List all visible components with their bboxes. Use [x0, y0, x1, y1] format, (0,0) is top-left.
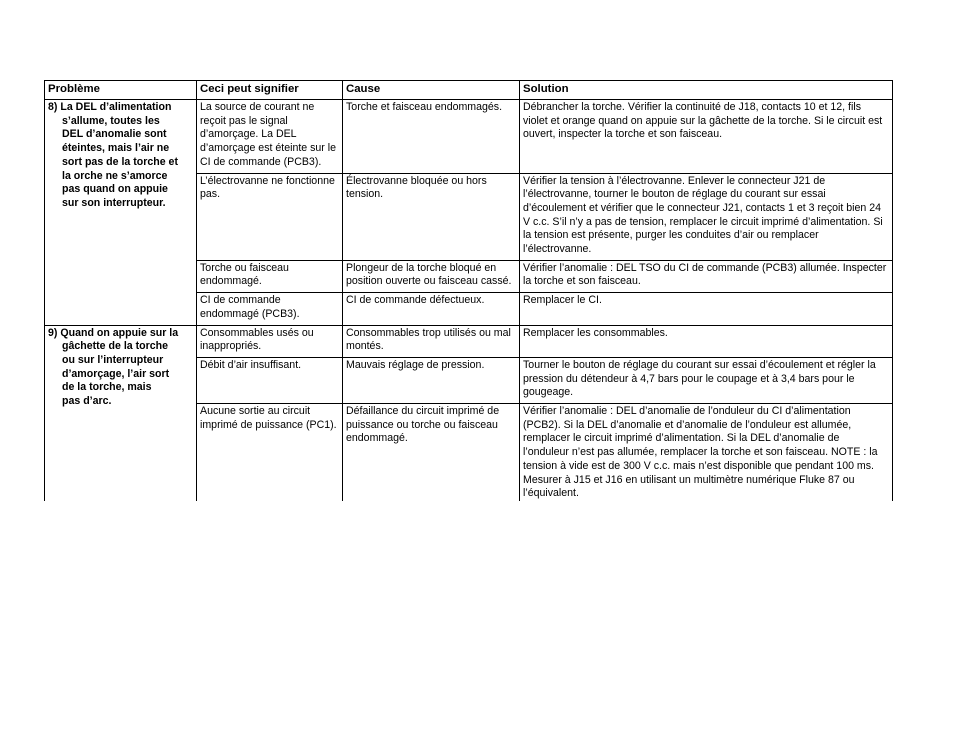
- problem-title-line: la orche ne s’amorce: [62, 169, 168, 182]
- meaning-cell: L’électrovanne ne fonctionne pas.: [197, 173, 343, 260]
- troubleshooting-table: [44, 80, 893, 501]
- problem-title-line: d’amorçage, l’air sort: [62, 367, 170, 380]
- solution-cell: Débrancher la torche. Vérifier la continuité de J18, contacts 10 et 12, fils violet et orange quand on appuie sur la gâchette de la torche. Si le circuit est ouvert, inspecter la torche et son faisceau.: [520, 100, 893, 174]
- header-probleme: Problème: [45, 81, 197, 100]
- problem-9-cell: [45, 325, 197, 501]
- cause-cell: Consommables trop utilisés ou mal montés.: [343, 325, 520, 357]
- table-row: [45, 100, 893, 174]
- problem-title-line: La DEL d’alimentation: [60, 101, 172, 113]
- problem-title-line: de la torche, mais: [62, 381, 152, 394]
- header-row: [45, 81, 893, 100]
- solution-cell: Vérifier l’anomalie : DEL TSO du CI de commande (PCB3) allumée. Inspecter la torche et son faisceau.: [520, 260, 893, 292]
- solution-cell: Vérifier l’anomalie : DEL d’anomalie de l’onduleur du CI d’alimentation (PCB2). Si la DEL d’anomalie et d’anomalie de l’onduleur est allumée, remplacer le circuit imprimé d’alimentation. Si la DEL d’anomalie de l’onduleur n’est pas allumée, remplacer la torche et son faisceau. NOTE : la tension à vide est de 300 V c.c. mais n’est disponible que pendant 100 ms. Mesurer à J15 et J16 en utilisant un multimètre numérique Fluke 87 ou l’équivalent.: [520, 404, 893, 501]
- problem-title-line: gâchette de la torche: [62, 340, 168, 353]
- problem-title-line: Quand on appuie sur la: [60, 326, 179, 339]
- cause-cell: Défaillance du circuit imprimé de puissance ou torche ou faisceau endommagé.: [343, 404, 520, 501]
- cause-cell: Plongeur de la torche bloqué en position ouverte ou faisceau cassé.: [343, 260, 520, 292]
- problem-title-line: s’allume, toutes les: [62, 114, 160, 127]
- solution-cell: Remplacer les consommables.: [520, 325, 893, 357]
- table-row: [45, 325, 893, 357]
- cause-cell: Torche et faisceau endommagés.: [343, 100, 520, 174]
- problem-title-line: DEL d’anomalie sont: [62, 128, 167, 141]
- cause-cell: Mauvais réglage de pression.: [343, 357, 520, 403]
- problem-title-line: sort pas de la torche et: [62, 155, 178, 168]
- meaning-cell: Aucune sortie au circuit imprimé de puissance (PC1).: [197, 404, 343, 501]
- header-signification: Ceci peut signifier: [197, 81, 343, 100]
- header-solution: Solution: [520, 81, 893, 100]
- meaning-cell: CI de commande endommagé (PCB3).: [197, 293, 343, 325]
- solution-cell: Tourner le bouton de réglage du courant sur essai d’écoulement et régler la pression du détendeur à 4,7 bars pour le coupage et à 3,4 bars pour le gougeage.: [520, 357, 893, 403]
- problem-title-line: pas d’arc.: [62, 395, 112, 408]
- meaning-cell: Consommables usés ou inappropriés.: [197, 325, 343, 357]
- cause-cell: Électrovanne bloquée ou hors tension.: [343, 173, 520, 260]
- problem-8-cell: [45, 100, 197, 326]
- meaning-cell: Torche ou faisceau endommagé.: [197, 260, 343, 292]
- header-cause: Cause: [343, 81, 520, 100]
- solution-cell: Remplacer le CI.: [520, 293, 893, 325]
- problem-number: 8): [48, 101, 58, 113]
- meaning-cell: La source de courant ne reçoit pas le signal d’amorçage. La DEL d’amorçage est éteinte sur le CI de commande (PCB3).: [197, 100, 343, 174]
- cause-cell: CI de commande défectueux.: [343, 293, 520, 325]
- meaning-cell: Débit d’air insuffisant.: [197, 357, 343, 403]
- solution-cell: Vérifier la tension à l’électrovanne. Enlever le connecteur J21 de l’électrovanne, tourner le bouton de réglage du courant sur essai d’écoulement et vérifier que le connecteur J21, contacts 1 et 3 reçoit bien 24 V c.c. S’il n’y a pas de tension, remplacer le circuit imprimé d’alimentation. Si la tension est présente, purger les conduites d’air ou remplacer l’électrovanne.: [520, 173, 893, 260]
- problem-title-line: sur son interrupteur.: [62, 196, 166, 209]
- problem-title-line: ou sur l’interrupteur: [62, 353, 164, 366]
- problem-title-line: éteintes, mais l’air ne: [62, 142, 170, 155]
- problem-number: 9): [48, 326, 58, 339]
- problem-title-line: pas quand on appuie: [62, 183, 168, 196]
